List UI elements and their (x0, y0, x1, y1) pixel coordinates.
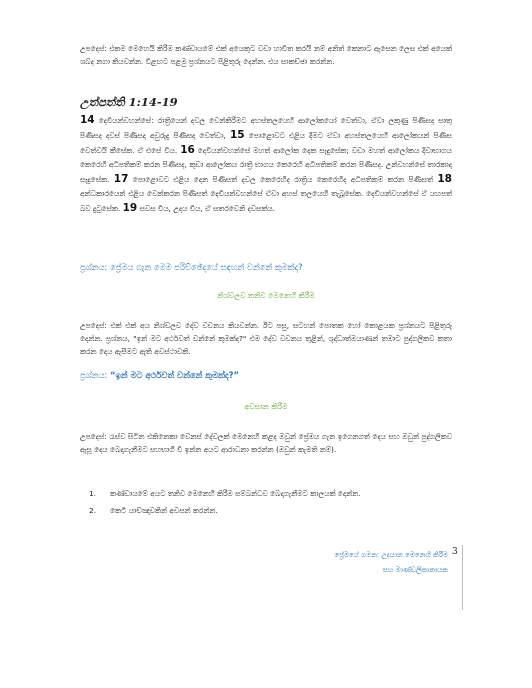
list-item-number: 1. (88, 489, 96, 498)
verse-text: පොළොවට එළිය දීමට ඒවා අහස්තලයෙහි ආලෝකයන් පිණිස වෙත්වයි කීසේක. ඒ එසේ විය. (80, 131, 453, 155)
verse-number: 18 (437, 173, 452, 185)
instructions-paragraph: උපදෙස්: එකම මෙහෙයි කිරීම කණ්ඩායමේ එක් අයෙකුට වඩා හාවිත කරයි නම් අනිත් කෙනාට ඇසෙන ලෙස එක් අයෙක් ශබ්ද නගා කියවන්න. විළඟට පළමු ප්‍රශ්නයට පිළිතුරු දෙන්න. එය සාකච්ඡා කරන්න. (80, 44, 452, 66)
verse-text: දෙවියන්වහන්සේ: රාත්‍රියෙන් දවල වෙන්කිරීමට අහස්තලයෙහි ආලෝකයෝ වෙත්වා, ඒවා ලකුණු පිණිසද සෘතු පිණිසද දවස් පිණිසද අවුරුදු පිණිසද වෙත්වා, (80, 116, 452, 140)
question-label: ප්‍රශ්නය: (80, 262, 108, 272)
verse-number: 19 (122, 202, 138, 214)
closing-steps-list (80, 487, 452, 521)
instructions-paragraph-3: උපදෙස්: රැස්ව සිටින එකිනෙකා වෙනස් දේවලක් මෙනෙහි කළද ඔවුන් ප්‍රේමය ගැන ඉගෙනගත් දෙය සහ ඔවුන් පුද්ගලිකව ඇසූ දෙය බෙදාගැනීමට සහභාගී වී ඉන්න අයට ආරාධනා කරන්න (ඔවුන් කැමති නම්). (80, 432, 452, 454)
instructions-paragraph-2: උපදෙස්: එක් එක් අය නිශ්චලව දේව වචනය කියවන්න. ඊට පසු, සටහන් පොතක හෝ කොළයක ප්‍රශ්නයට පිළිතුරු දෙන්න. ප්‍රශ්නය, "ඉන් මට අර්ථවත් වන්නේ කුමක්ද?" එම දේව වචනය තුළින්, ශුද්ධාත්මයාණන් තමාට පුද්ගලිකව කතා කරන දෙය ඇසීමට ඇති අවස්ථාවකි. (80, 321, 452, 356)
page-number: 3 (452, 547, 458, 557)
verse-number: 14 (80, 114, 95, 126)
question-text: ප්‍රේමය ගැන මෙම පරිච්ඡේදයේ සඳහන් වන්නේ කුමක්ද? (109, 262, 303, 272)
list-item-number: 2. (88, 506, 96, 515)
verse-text: අන්ධකාරයෙන් එළිය වෙන්කරන පිණිසත් දෙවියන්වහන්සේ ඒවා අහස් තලයෙහි තැබූසේක. දෙවියන්වහන්සේ ඒ යහපත් බව දුටුසේක. (80, 189, 452, 213)
question-2 (80, 368, 452, 382)
list-item (80, 504, 452, 517)
passage-heading: උත්පත්ති 1:14-19 (80, 95, 178, 109)
list-item-text: කණ්ඩායමේ අයට තනිව මෙනෙහි කිරීම සම්බන්ධව බෙදාගැනීමට කාලයක් දෙන්න. (110, 489, 361, 498)
question-label: ප්‍රශ්නය: (80, 370, 108, 380)
verse-number: 17 (113, 173, 129, 185)
verse-number: 16 (180, 144, 195, 156)
verse-text: පොළොවට එළිය දෙන පිණිසත් දවල කෙරෙහිද රාත්‍රිය කෙරෙහිද අධිපතිකම් කරන පිණිසත් (132, 175, 433, 184)
list-item (80, 487, 452, 500)
footer-divider (462, 545, 463, 610)
footer-title-line-2: සහ මාණ්ඩලිකානායක (382, 566, 448, 574)
section-subheading-2: අවසාන කිරීම (244, 402, 288, 411)
section-subheading-1: නිශ්චලව තනිව මෙනෙහි කිරීම (217, 291, 315, 300)
page-footer (240, 548, 448, 578)
verse-text: සවස විය, උදය විය, ඒ සතරවෙනි දවසක්ය. (139, 204, 276, 213)
verse-number: 15 (230, 129, 245, 141)
footer-title-line-1: ප්‍රේමයේ ගමන: උදයාන මෙනෙහි කිරීම (334, 551, 448, 559)
verse-text: දෙවියන්වහන්සේ මහත් ආලෝක දෙක සෑදුසේක; වඩා මහත් ආලෝකය දිවාභාගය කෙරෙහි අධිපතිකම් කරන පිණිසද, කුඩා ආලෝකය රාත්‍රි භාගය කෙරෙහි අධිපතිකම් කරන පිණිසද. උන්වහන්සේ තාරකාද සෑදුසේක. (80, 146, 452, 184)
list-item-text: කෙටි යාච්ඤාවකින් අවසන් කරන්න. (110, 506, 218, 515)
question-text: “ඉන් මට අර්ථවත් වන්නේ කුමක්ද?” (109, 370, 239, 380)
question-1 (80, 260, 452, 274)
scripture-passage (80, 113, 452, 216)
